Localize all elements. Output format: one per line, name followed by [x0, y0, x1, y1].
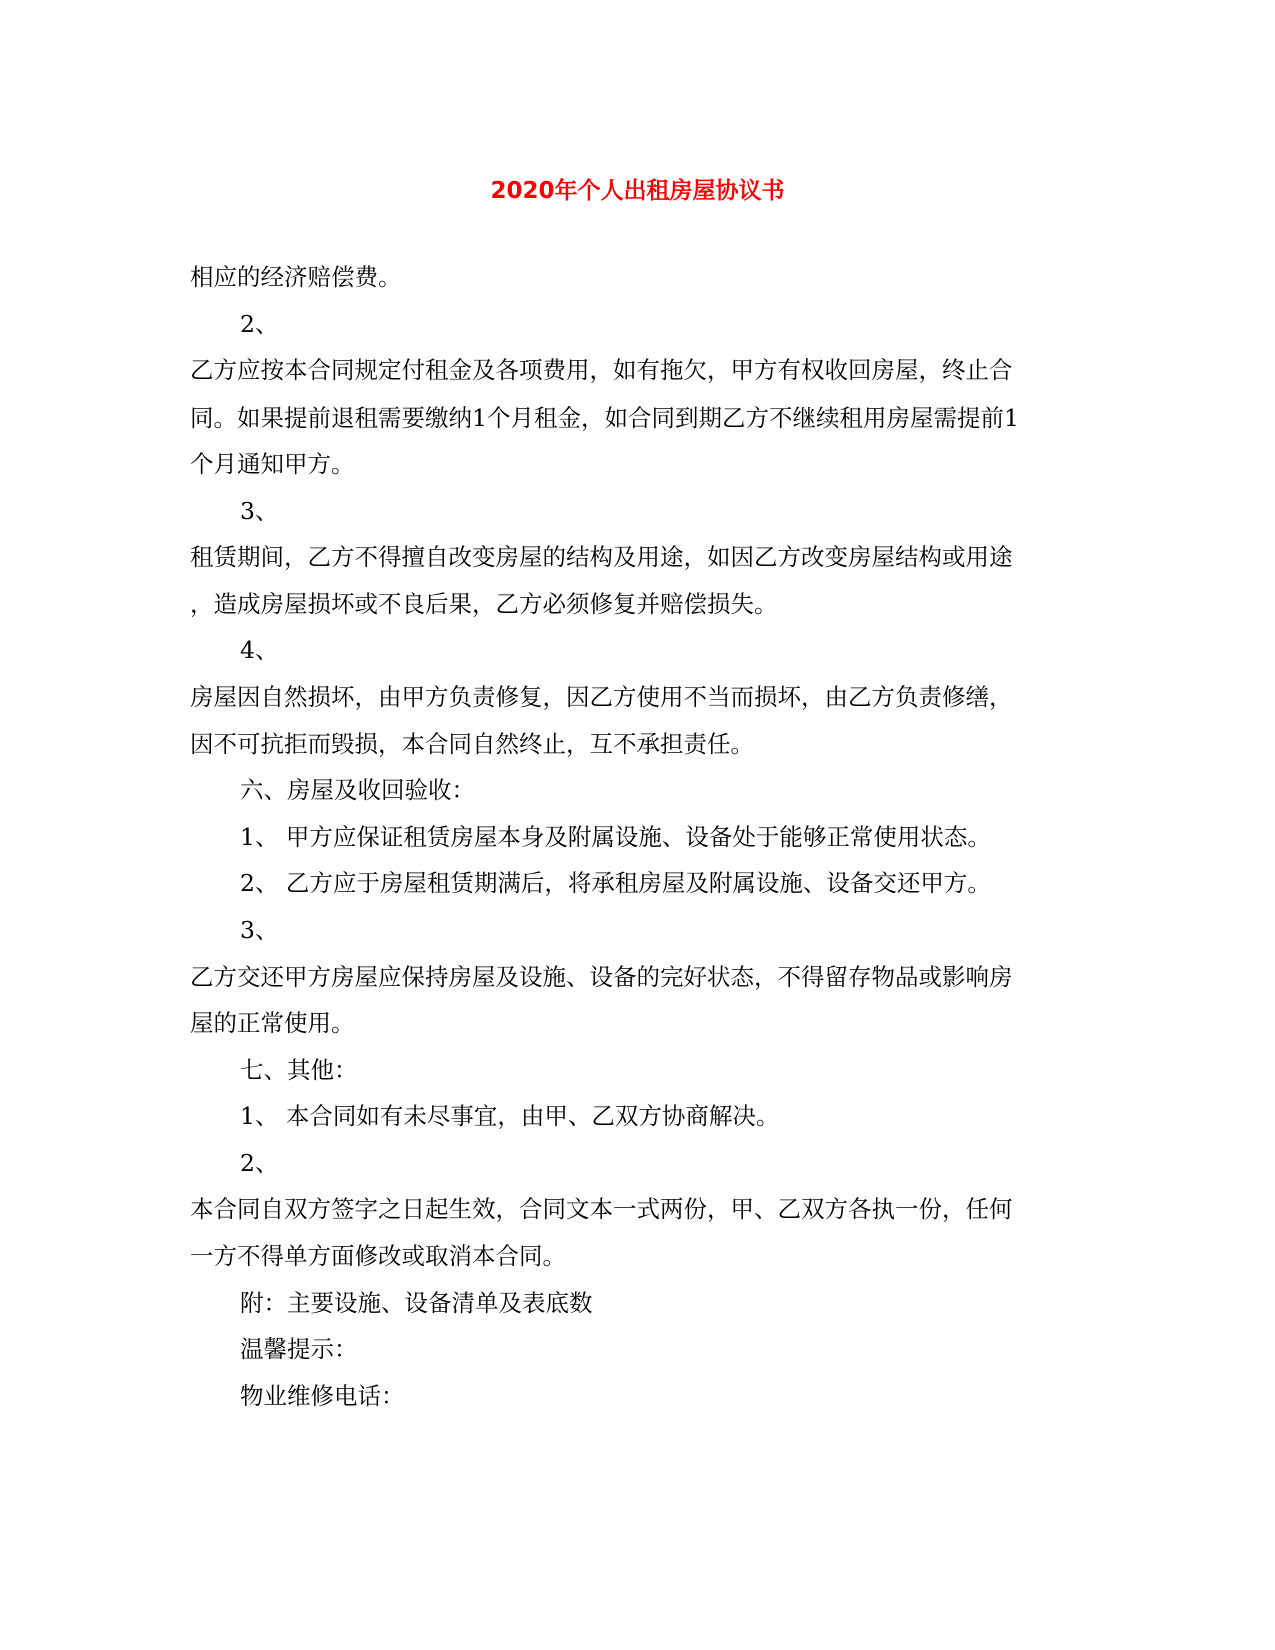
clause-number: 2、 — [240, 310, 279, 338]
section-heading: 七、其他： — [240, 1056, 358, 1084]
text-line: ，造成房屋损坏或不良后果，乙方必须修复并赔偿损失。 — [190, 590, 778, 618]
text-line: 屋的正常使用。 — [190, 1009, 355, 1037]
text-line: 一方不得单方面修改或取消本合同。 — [190, 1242, 566, 1270]
text-line: 租赁期间，乙方不得擅自改变房屋的结构及用途，如因乙方改变房屋结构或用途 — [190, 543, 1013, 571]
clause-number: 3、 — [240, 497, 279, 525]
clause-number: 4、 — [240, 636, 279, 664]
text-line: 本合同自双方签字之日起生效，合同文本一式两份，甲、乙双方各执一份，任何 — [190, 1195, 1013, 1223]
clause-number: 2、 — [240, 1149, 279, 1177]
text-line: 1、 甲方应保证租赁房屋本身及附属设施、设备处于能够正常使用状态。 — [240, 823, 991, 851]
section-heading: 六、房屋及收回验收： — [240, 776, 475, 804]
text-line: 房屋因自然损坏，由甲方负责修复，因乙方使用不当而损坏，由乙方负责修缮， — [190, 683, 1013, 711]
text-line: 物业维修电话： — [240, 1382, 405, 1410]
text-line: 乙方应按本合同规定付租金及各项费用，如有拖欠，甲方有权收回房屋，终止合 — [190, 356, 1013, 384]
text-line: 乙方交还甲方房屋应保持房屋及设施、设备的完好状态，不得留存物品或影响房 — [190, 963, 1013, 991]
document-title: 2020年个人出租房屋协议书 — [490, 178, 785, 204]
text-line: 个月通知甲方。 — [190, 450, 355, 478]
text-line: 同。如果提前退租需要缴纳1个月租金，如合同到期乙方不继续租用房屋需提前1 — [190, 404, 1019, 432]
text-line: 2、 乙方应于房屋租赁期满后，将承租房屋及附属设施、设备交还甲方。 — [240, 869, 991, 897]
text-line: 1、 本合同如有未尽事宜，由甲、乙双方协商解决。 — [240, 1102, 780, 1130]
text-line: 附：主要设施、设备清单及表底数 — [240, 1289, 593, 1317]
text-line: 因不可抗拒而毁损，本合同自然终止，互不承担责任。 — [190, 730, 754, 758]
text-line: 温馨提示： — [240, 1335, 358, 1363]
clause-number: 3、 — [240, 916, 279, 944]
text-line: 相应的经济赔偿费。 — [190, 263, 402, 291]
